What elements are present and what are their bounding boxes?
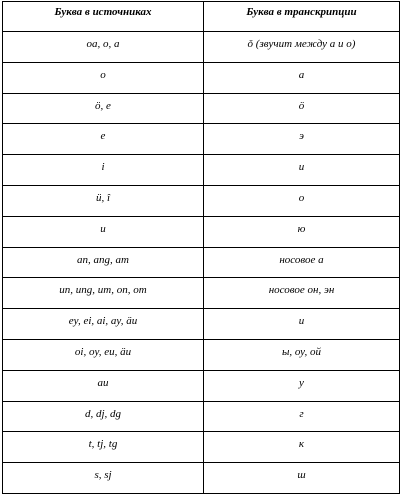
source-cell: ey, ei, ai, ay, äu <box>3 309 204 340</box>
table-row <box>3 124 400 155</box>
source-cell: o <box>3 62 204 93</box>
transcription-cell: у <box>204 370 400 401</box>
transcription-cell: и <box>204 155 400 186</box>
source-cell: s, sj <box>3 463 204 494</box>
table-row <box>3 185 400 216</box>
transcription-cell: ю <box>204 216 400 247</box>
table-row <box>3 62 400 93</box>
transcription-cell: э <box>204 124 400 155</box>
source-cell: oi, oy, eu, äu <box>3 339 204 370</box>
table-row <box>3 216 400 247</box>
transcription-cell: о <box>204 185 400 216</box>
source-cell: e <box>3 124 204 155</box>
source-cell: ü, î <box>3 185 204 216</box>
transcription-cell: а <box>204 62 400 93</box>
table-row <box>3 278 400 309</box>
source-cell: i <box>3 155 204 186</box>
source-cell: oa, o, a <box>3 32 204 63</box>
source-cell: ö, e <box>3 93 204 124</box>
header-source-letter: Буква в источниках <box>3 2 204 32</box>
transcription-cell: носовое а <box>204 247 400 278</box>
transcription-cell: носовое он, эн <box>204 278 400 309</box>
transcription-cell: г <box>204 401 400 432</box>
source-cell: an, ang, am <box>3 247 204 278</box>
transcription-cell: ш <box>204 463 400 494</box>
table-row <box>3 463 400 494</box>
transcription-cell: ǒ (звучит между а и о) <box>204 32 400 63</box>
table-row <box>3 247 400 278</box>
table-row <box>3 155 400 186</box>
table-row <box>3 309 400 340</box>
transcription-cell: и <box>204 309 400 340</box>
table-header-row <box>3 2 400 32</box>
transcription-cell: ö <box>204 93 400 124</box>
table-row <box>3 32 400 63</box>
header-transcription-letter: Буква в транскрипции <box>204 2 400 32</box>
source-cell: u <box>3 216 204 247</box>
source-cell: d, dj, dg <box>3 401 204 432</box>
source-cell: un, ung, um, on, om <box>3 278 204 309</box>
transcription-cell: ы, оу, ой <box>204 339 400 370</box>
table-row <box>3 370 400 401</box>
source-cell: t, tj, tg <box>3 432 204 463</box>
transcription-cell: к <box>204 432 400 463</box>
table-row <box>3 339 400 370</box>
transcription-table <box>2 1 400 494</box>
table-row <box>3 93 400 124</box>
table-row <box>3 401 400 432</box>
source-cell: au <box>3 370 204 401</box>
table-row <box>3 432 400 463</box>
